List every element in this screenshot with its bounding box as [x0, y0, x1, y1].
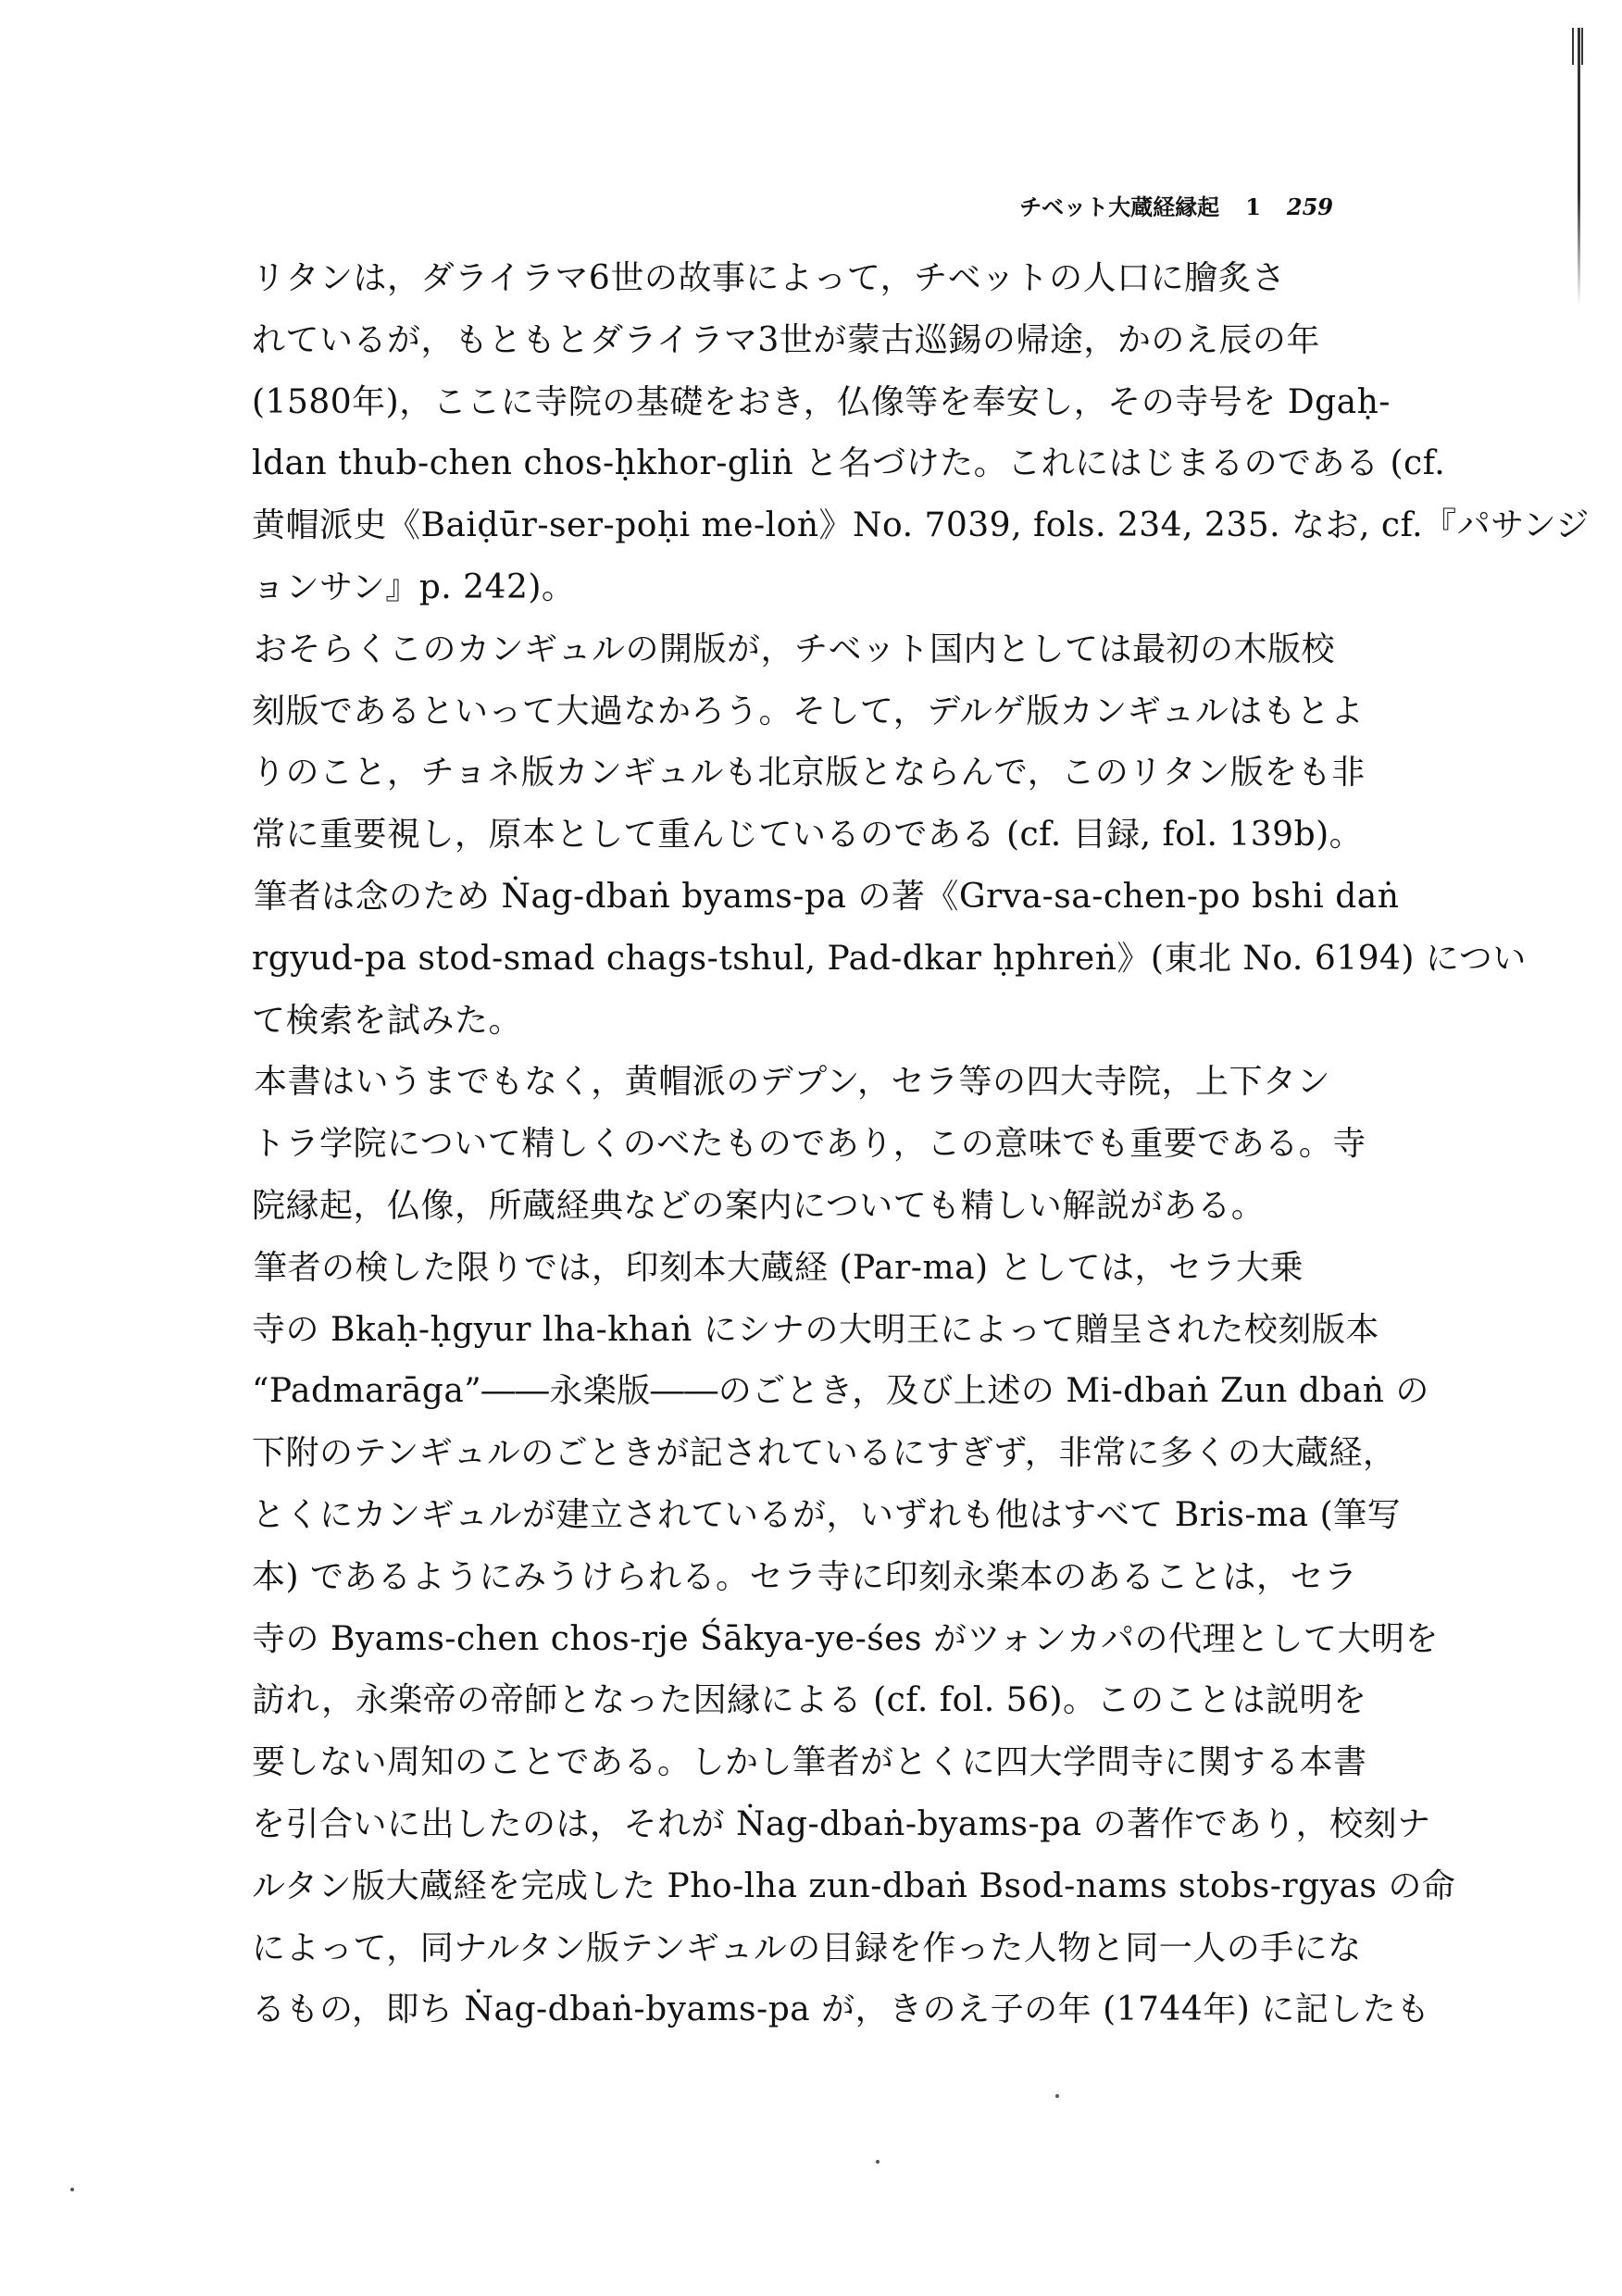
text-line: るもの，即ち Ṅag-dbaṅ-byams-pa が，きのえ子の年 (1744年) に記したも: [252, 1990, 1430, 2029]
text-line: 寺の Byams-chen chos-rje Śākya-ye-śes がツォンカパの代理として大明を: [252, 1619, 1440, 1658]
text-line: とくにカンギュルが建立されているが，いずれも他はすべて Bris-ma (筆写: [252, 1495, 1402, 1534]
text-line: りのこと，チョネ版カンギュルも北京版とならんで，このリタン版をも非: [252, 754, 1366, 792]
text-line: によって，同ナルタン版テンギュルの目録を作った人物と同一人の手にな: [252, 1928, 1362, 1967]
scan-speck: [876, 2160, 880, 2164]
text-line: 刻版であるといって大過なかろう。そして，デルゲ版カンギュルはもとよ: [252, 692, 1365, 730]
text-line: rgyud-pa stod-smad chags-tshul, Pad-dkar ḥphreṅ》(東北 No. 6194) につい: [252, 939, 1527, 978]
text-line: 院縁起，仏像，所蔵経典などの案内についても精しい解説がある。: [252, 1186, 1266, 1225]
text-line: ョンサン』p. 242)。: [252, 568, 576, 606]
text-line: リタンは，ダライラマ6世の故事によって，チベットの人口に膾炙さ: [252, 259, 1286, 297]
text-line: トラ学院について精しくのべたものであり，この意味でも重要である。寺: [252, 1125, 1366, 1164]
text-line: 訪れ，永楽帝の帝師となった因縁による (cf. fol. 56)。このことは説明を: [252, 1681, 1367, 1720]
body-text: [252, 248, 1590, 2041]
text-line: “Padmarāga”――永楽版――のごとき，及び上述の Mi-dbaṅ Zun dbaṅ の: [252, 1372, 1429, 1411]
text-line: て検索を試みた。: [252, 1001, 523, 1040]
text-line: を引合いに出したのは，それが Ṅag-dbaṅ-byams-pa の著作であり，校刻ナ: [252, 1804, 1431, 1843]
running-header: [870, 189, 1333, 226]
text-line: ldan thub-chen chos-ḥkhor-gliṅ と名づけた。これにはじまるのである (cf.: [252, 444, 1446, 483]
text-line: ルタン版大蔵経を完成した Pho-lha zun-dbaṅ Bsod-nams stobs-rgyas の命: [252, 1866, 1456, 1905]
text-line: 黄帽派史《Baiḍūr-ser-poḥi me-loṅ》No. 7039, fols. 234, 235. なお, cf.『パサンジ: [252, 506, 1590, 545]
page-number: 259: [1286, 193, 1333, 220]
chapter-number: 1: [1245, 193, 1261, 220]
scan-speck: [70, 2188, 74, 2191]
text-line: (1580年)，ここに寺院の基礎をおき，仏像等を奉安し，その寺号を Dgaḥ-: [252, 382, 1391, 421]
text-line: おそらくこのカンギュルの開版が，チベット国内としては最初の木版校: [254, 630, 1336, 668]
text-line: 筆者の検した限りでは，印刻本大蔵経 (Par-ma) としては，セラ大乗: [254, 1248, 1304, 1287]
running-title: チベット大蔵経縁起: [1019, 193, 1220, 220]
text-line: 要しない周知のことである。しかし筆者がとくに四大学問寺に関する本書: [252, 1743, 1367, 1782]
text-line: れているが，もともとダライラマ3世が蒙古巡錫の帰途，かのえ辰の年: [252, 320, 1320, 359]
text-line: 寺の Bkaḥ-ḥgyur lha-khaṅ にシナの大明王によって贈呈された校刻版本: [252, 1310, 1379, 1349]
text-line: 本書はいうまでもなく，黄帽派のデプン，セラ等の四大寺院，上下タン: [254, 1063, 1330, 1102]
text-line: 常に重要視し，原本として重んじているのである (cf. 目録, fol. 139b)。: [252, 816, 1364, 855]
text-line: 本) であるようにみうけられる。セラ寺に印刻永楽本のあることは，セラ: [252, 1557, 1358, 1596]
text-line: 筆者は念のため Ṅag-dbaṅ byams-pa の著《Grva-sa-chen-po bshi daṅ: [254, 877, 1400, 916]
text-line: 下附のテンギュルのごときが記されているにすぎず，非常に多くの大蔵経，: [252, 1434, 1397, 1473]
scan-speck: [1055, 2094, 1059, 2098]
scan-margin-line: [1578, 28, 1580, 306]
